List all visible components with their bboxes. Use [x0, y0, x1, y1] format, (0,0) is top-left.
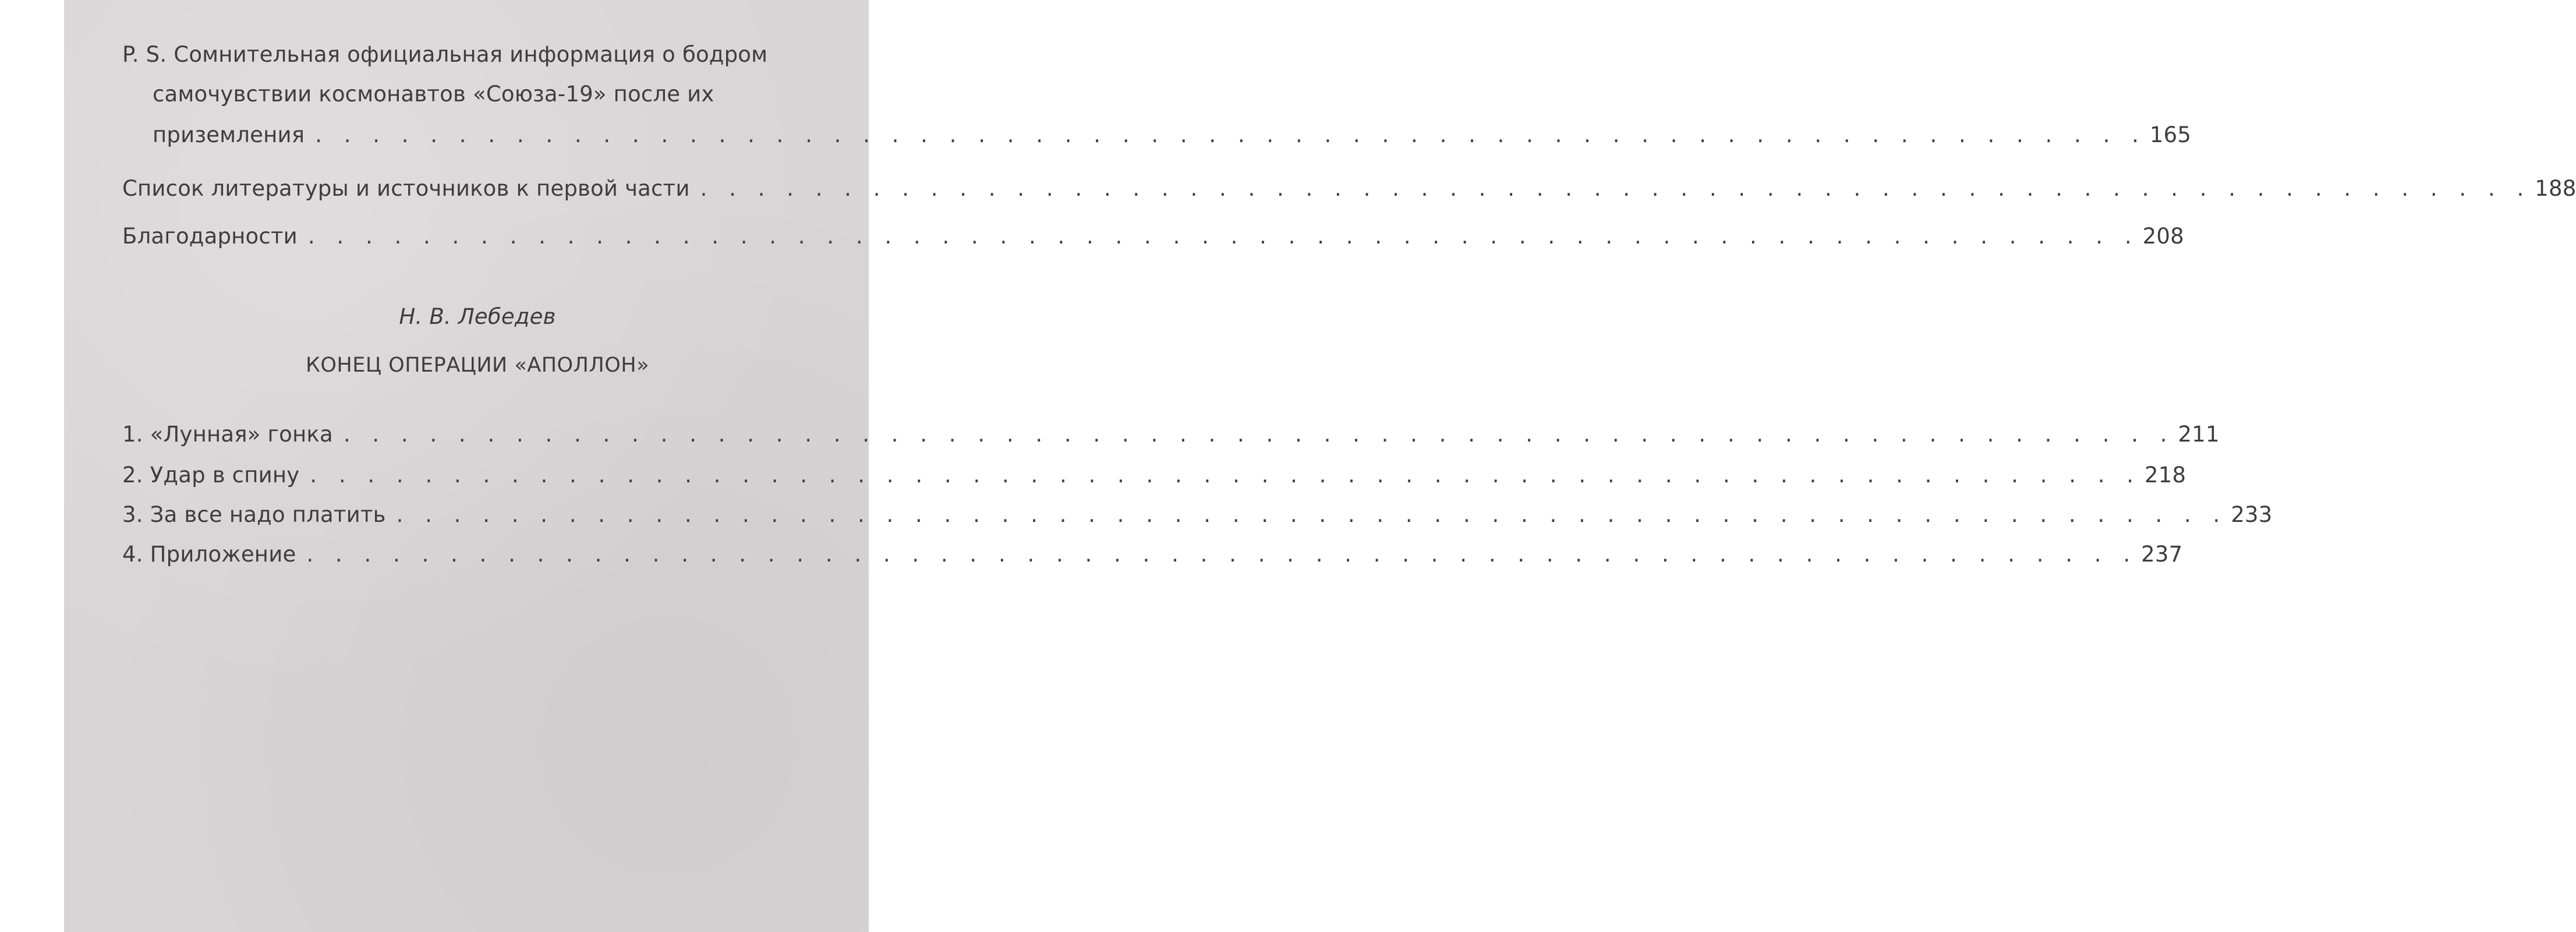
toc-entry-chapter-2[interactable]: [122, 461, 2186, 489]
dot-leader: . . . . . . . . . . . . . . . . . . . . . . . . . . . . . . . . . . . . . . . . . . . . . . . . . . . . . . . . . . . . . . . .: [343, 422, 2175, 447]
toc-entry-label: Благодарности: [122, 224, 298, 249]
book-page: [64, 0, 2576, 932]
toc-entry-label: Список литературы и источников к первой части: [122, 176, 690, 201]
toc-entry-ps-line-1: P. S. Сомнительная официальная информация о бодром: [122, 42, 768, 67]
toc-page-number: 233: [2231, 502, 2273, 527]
section-author: Н. В. Лебедев: [399, 304, 556, 329]
toc-entry-chapter-3[interactable]: [122, 501, 2273, 529]
toc-page-number: 208: [2142, 224, 2184, 249]
dot-leader: . . . . . . . . . . . . . . . . . . . . . . . . . . . . . . . . . . . . . . . . . . . . . . . . . . . . . . . . . . . . . . . .: [315, 122, 2146, 147]
toc-entry-ps-line-3[interactable]: [153, 121, 2192, 149]
toc-entry-acknowledgements[interactable]: [122, 223, 2184, 250]
toc-entry-label: 3. За все надо платить: [122, 502, 386, 527]
toc-page-number: 218: [2145, 463, 2186, 488]
toc-entry-label: 4. Приложение: [122, 542, 296, 567]
toc-page-number: 237: [2141, 542, 2183, 567]
dot-leader: . . . . . . . . . . . . . . . . . . . . . . . . . . . . . . . . . . . . . . . . . . . . . . . . . . . . . . . . . . . . . . . .: [310, 463, 2142, 488]
section-title: КОНЕЦ ОПЕРАЦИИ «АПОЛЛОН»: [306, 354, 649, 377]
toc-entry-label: 2. Удар в спину: [122, 463, 300, 488]
toc-entry-chapter-4[interactable]: [122, 541, 2183, 569]
toc-entry-chapter-1[interactable]: [122, 421, 2220, 449]
dot-leader: . . . . . . . . . . . . . . . . . . . . . . . . . . . . . . . . . . . . . . . . . . . . . . . . . . . . . . . . . . . . . . . .: [396, 502, 2228, 527]
dot-leader: . . . . . . . . . . . . . . . . . . . . . . . . . . . . . . . . . . . . . . . . . . . . . . . . . . . . . . . . . . . . . . . .: [307, 224, 2139, 249]
toc-entry-bibliography[interactable]: [122, 175, 2576, 203]
dot-leader: . . . . . . . . . . . . . . . . . . . . . . . . . . . . . . . . . . . . . . . . . . . . . . . . . . . . . . . . . . . . . . . .: [700, 176, 2532, 201]
toc-page-number: 165: [2149, 122, 2192, 147]
toc-page-number: 211: [2178, 422, 2220, 447]
toc-entry-label: приземления: [153, 122, 305, 147]
toc-entry-ps-line-2: самочувствии космонавтов «Союза-19» после их: [153, 82, 714, 107]
toc-page-number: 188: [2535, 176, 2576, 201]
toc-entry-label: 1. «Лунная» гонка: [122, 422, 333, 447]
dot-leader: . . . . . . . . . . . . . . . . . . . . . . . . . . . . . . . . . . . . . . . . . . . . . . . . . . . . . . . . . . . . . . . .: [306, 542, 2138, 567]
